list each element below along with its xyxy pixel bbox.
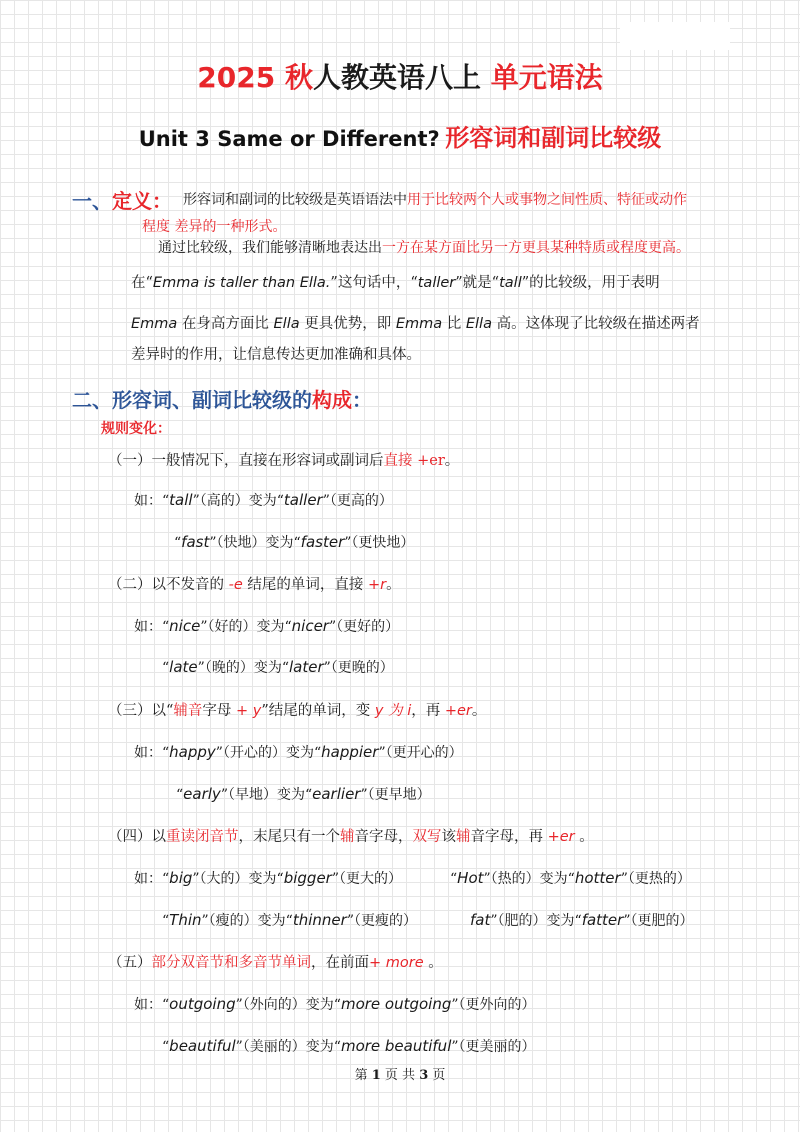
rule2: （二）以不发音的 -e 结尾的单词，直接 +r。 [108, 577, 401, 593]
rule5-example1: 如：“outgoing”（外向的）变为“more outgoing”（更外向的） [134, 995, 536, 1013]
rule4-example1b: “Hot”（热的）变为“hotter”（更热的） [450, 869, 691, 887]
def-line3: 通过比较级，我们能够清晰地表达出一方在某方面比另一方更具某种特质或程度更高。 [158, 240, 690, 256]
section1-heading: 一、定义： [72, 189, 172, 213]
page-footer: 第 1 页 共 3 页 [354, 1068, 446, 1083]
rule5: （五）部分双音节和多音节单词，在前面+ more 。 [108, 955, 443, 971]
def-line6: 差异时的作用，让信息传达更加准确和具体。 [131, 347, 421, 363]
rule4-example2b: fat”（肥的）变为“fatter”（更肥的） [470, 911, 694, 929]
page-subtitle: Unit 3 Same or Different? 形容词和副词比较级 [138, 123, 662, 152]
rule3-example1: 如：“happy”（开心的）变为“happier”（更开心的） [134, 743, 463, 761]
rule1: （一）一般情况下，直接在形容词或副词后直接 +er。 [108, 453, 460, 469]
section2-heading: 二、形容词、副词比较级的构成： [72, 388, 372, 412]
def-line2: 程度 差异的一种形式。 [142, 219, 287, 235]
def-line5: Emma 在身高方面比 Ella 更具优势，即 Emma 比 Ella 高。这体现了比较级在描述两者 [131, 316, 700, 332]
rule5-example2: “beautiful”（美丽的）变为“more beautiful”（更美丽的） [162, 1037, 536, 1055]
rule2-example2: “late”（晚的）变为“later”（更晚的） [162, 658, 394, 676]
rule3: （三）以“辅音字母 + y”结尾的单词，变 y 为 i，再 +er。 [108, 703, 487, 719]
rule1-example1: 如：“tall”（高的）变为“taller”（更高的） [134, 491, 393, 509]
rule4-example2a: “Thin”（瘦的）变为“thinner”（更瘦的） [162, 911, 417, 929]
rules-subheading: 规则变化： [101, 421, 171, 437]
rule1-example2: “fast”（快地）变为“faster”（更快地） [174, 533, 415, 551]
page-title: 2025 秋人教英语八上 单元语法 [197, 61, 603, 94]
rule3-example2: “early”（早地）变为“earlier”（更早地） [176, 785, 431, 803]
rule2-example1: 如：“nice”（好的）变为“nicer”（更好的） [134, 617, 400, 635]
def-line4: 在“Emma is taller than Ella.”这句话中，“taller”就是“tall”的比较级，用于表明 [131, 275, 660, 291]
def-line1: 形容词和副词的比较级是英语语法中用于比较两个人或事物之间性质、特征或动作 [183, 192, 687, 208]
rule4: （四）以重读闭音节，末尾只有一个辅音字母，双写该辅音字母，再 +er 。 [108, 829, 594, 845]
rule4-example1a: 如：“big”（大的）变为“bigger”（更大的） [134, 869, 403, 887]
corner-mask [620, 22, 730, 50]
